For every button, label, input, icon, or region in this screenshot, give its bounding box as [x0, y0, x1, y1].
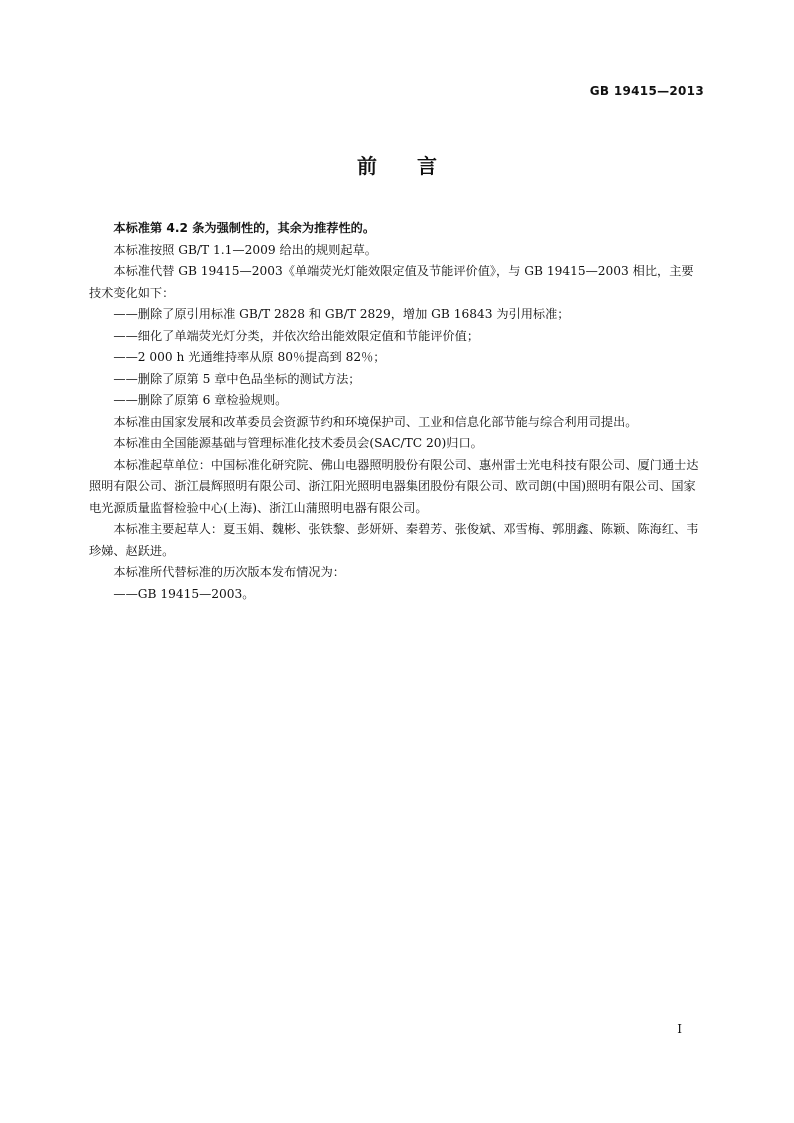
foreword-body [89, 218, 705, 605]
history-item-1: ——GB 19415—2003。 [113, 586, 255, 601]
replacement-paragraph: 本标准代替 GB 19415—2003《单端荧光灯能效限定值及节能评价值》，与 GB 19415—2003 相比，主要技术变化如下： [89, 264, 694, 300]
change-item-3: ——2 000 h 光通维持率从原 80％提高到 82％； [113, 350, 386, 364]
proposer-paragraph: 本标准由国家发展和改革委员会资源节约和环境保护司、工业和信息化部节能与综合利用司提出。 [113, 414, 638, 429]
change-item-1: ——删除了原引用标准 GB/T 2828 和 GB/T 2829，增加 GB 16843 为引用标准； [113, 307, 570, 321]
page-number: I [677, 1022, 682, 1036]
page-title [0, 150, 794, 179]
document-id: GB 19415—2013 [589, 84, 704, 98]
drafting-rules-paragraph: 本标准按照 GB/T 1.1—2009 给出的规则起草。 [113, 242, 377, 257]
history-paragraph: 本标准所代替标准的历次版本发布情况为： [113, 565, 345, 579]
change-item-4: ——删除了原第 5 章中色品坐标的测试方法； [113, 371, 361, 386]
title-char-2: 言 [417, 154, 437, 178]
mandatory-clause-statement: 本标准第 4.2 条为强制性的，其余为推荐性的。 [113, 221, 376, 235]
title-char-1: 前 [357, 154, 377, 178]
drafters-paragraph: 本标准主要起草人：夏玉娟、魏彬、张铁黎、彭妍妍、秦碧芳、张俊斌、邓雪梅、郭朋鑫、陈颖、陈海红、韦珍娣、赵跃进。 [89, 522, 699, 558]
administration-paragraph: 本标准由全国能源基础与管理标准化技术委员会(SAC/TC 20)归口。 [113, 436, 483, 450]
change-item-2: ——细化了单端荧光灯分类，并依次给出能效限定值和节能评价值； [113, 328, 480, 343]
change-item-5: ——删除了原第 6 章检验规则。 [113, 393, 288, 407]
drafting-units-paragraph: 本标准起草单位：中国标准化研究院、佛山电器照明股份有限公司、惠州雷士光电科技有限公司、厦门通士达照明有限公司、浙江晨辉照明有限公司、浙江阳光照明电器集团股份有限公司、欧司朗(中国)照明有限公司、国家电光源质量监督检验中心(上海)、浙江山蒲照明电器有限公司。 [89, 457, 699, 515]
